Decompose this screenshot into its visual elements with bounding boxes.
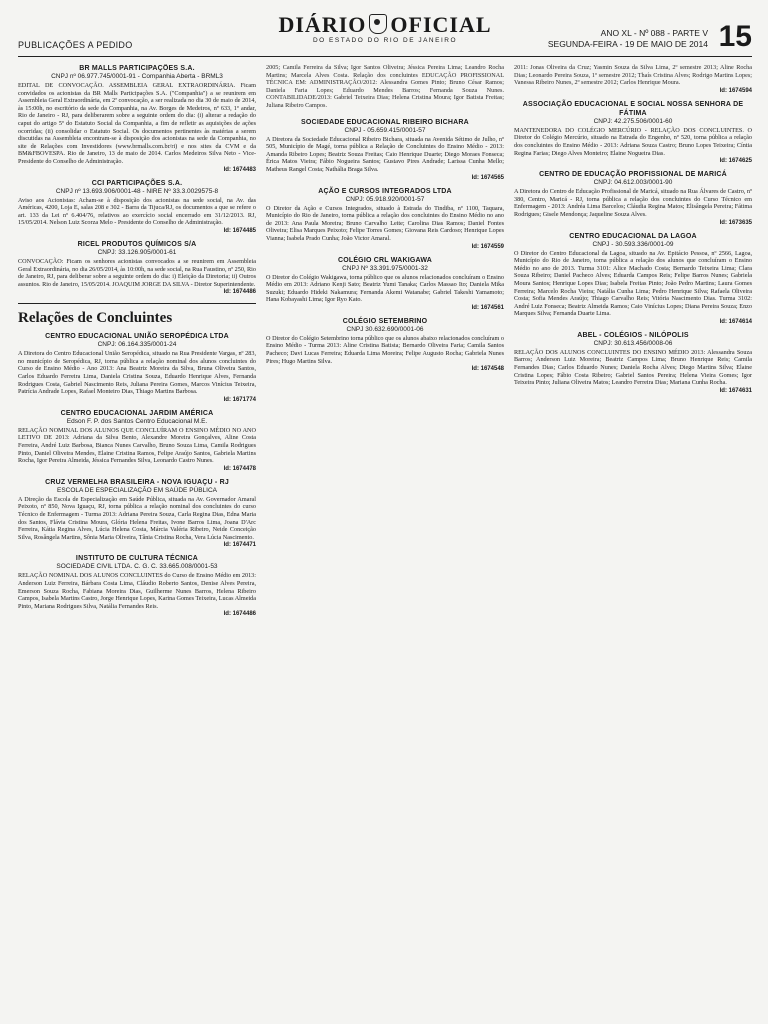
notice <box>266 256 504 311</box>
notice-id: Id: 1674486 <box>223 289 256 296</box>
notice-body: RELAÇÃO NOMINAL DOS ALUNOS CONCLUINTES do Curso de Ensino Médio em 2013: Anderson Luiz Ferreira, Bárbara Costa Lima, Cláudio Roberto Santos, Denise Alves Pereira, Emerson Souza Rocha, Fabiana Moreira Dias, Guilherme Nunes Barros, Helena Ribeiro Campos, Isabela Martins Castro, Jorge Henrique Lopes, Karina Gomes Teixeira, Lucas Almeida Pinto, Mariana Rodrigues Silva, Natália Fernandes Reis. <box>18 572 256 610</box>
notice-subheading: CNPJ: 05.918.920/0001-57 <box>345 195 425 203</box>
notice-id: Id: 1674548 <box>471 366 504 373</box>
notice-heading: CENTRO EDUCACIONAL UNIÃO SEROPÉDICA LTDA <box>45 333 229 341</box>
notice-heading: CENTRO EDUCACIONAL JARDIM AMÉRICA <box>60 409 214 417</box>
notice-subheading: SOCIEDADE CIVIL LTDA. C. G. C. 33.665.008/0001-53 <box>56 563 218 571</box>
newspaper-page <box>18 10 752 1014</box>
notice-body: A Diretora do Centro de Educação Profissional de Maricá, situado na Rua Álvares de Castro, nº 380, Centro, Maricá - RJ, torna pública a relação dos concluintes do Curso Técnico em Enfermagem - 2013: Andréa Lima Barcelos; Cláudia Regina Matos; Elisângela Pereira; Fátima Rodrigues; Gisele Mendonça; Jaqueline Souza Alves. <box>514 188 752 218</box>
notice-heading: SOCIEDADE EDUCACIONAL RIBEIRO BICHARA <box>301 118 469 126</box>
notice-body: A Direção da Escola de Especialização em Saúde Pública, situada na Av. Governador Amaral Peixoto, nº 850, Nova Iguaçu, RJ, torna pública a relação nominal dos concluintes do curso Técnico de Enfermagem - Turma 2013: Adriana Pereira Souza, Carla Regina Dias, Edna Maria dos Santos, Flávia Cristina Moura, Glória Helena Freitas, Ivone Barros Lima, Joana D'Arc Ferreira, Kátia Regina Alves, Lúcia Helena Costa, Márcia Valéria Ribeiro, Neide Conceição Silva, Rosângela Martins, Sônia Maria Oliveira, Tânia Cristina Rocha, Vera Lúcia Nascimento. <box>18 495 256 541</box>
masthead <box>18 10 752 57</box>
notice-id: Id: 1674594 <box>719 87 752 94</box>
notice-subheading: CNPJ - 05.659.415/0001-57 <box>344 126 426 134</box>
notice-subheading: ESCOLA DE ESPECIALIZAÇÃO EM SAÚDE PÚBLICA <box>56 486 218 494</box>
notice-body: A Diretora do Centro Educacional União Seropédica, situado na Rua Presidente Vargas, nº 283, no município de Seropédica, RJ, torna pública a relação nominal dos alunos concluintes do Curso de Ensino Médio - Ano 2013: Ana Beatriz Moreira da Silva, Bruna Oliveira Santos, Carlos Eduardo Ferreira Lima, Daniela Cristina Souza, Eduardo Henrique Alves, Fernanda Rodrigues Costa, Gabriel Nascimento Reis, Juliana Pereira Gomes, Marcos Vinícius Teixeira, Patrícia Andrade Lopes, Rafael Monteiro Dias, Thiago Martins Barbosa. <box>18 350 256 396</box>
notice <box>18 478 256 549</box>
notice-subheading: CNPJ 30.632.690/0001-06 <box>346 325 424 333</box>
notice-heading: COLÉGIO CRL WAKIGAWA <box>337 256 433 264</box>
notice-subheading: Edson F. P. dos Santos Centro Educacional M.E. <box>66 417 208 425</box>
notice <box>18 554 256 617</box>
title-right: OFICIAL <box>390 12 492 37</box>
notice-subheading: CNPJ: 04.612.003/0001-90 <box>593 179 673 187</box>
notice-heading: AÇÃO E CURSOS INTEGRADOS LTDA <box>318 187 452 195</box>
notice-subheading: CNPJ: 33.126.905/0001-61 <box>97 248 177 256</box>
notice-heading: BR MALLS PARTICIPAÇÕES S.A. <box>79 65 195 72</box>
continued-text: 2011: Jonas Oliveira da Cruz; Yasmin Souza da Silva Lima, 2º semestre 2013; Aline Rocha Dias; Leonardo Pereira Souza, 1º semestre 2012; Thaís Cristina Alves; Rodrigo Martins Lopes; Vanessa Ribeiro Nunes, 2º semestre 2012; Carlos Henrique Moura. <box>514 64 752 87</box>
notice-body: O Diretor do Colégio Wakigawa, torna público que os alunos relacionados concluíram o Ensino Médio em 2013: Adriano Kenji Sato; Beatriz Yumi Tanaka; Carlos Massao Ito; Daniela Mika Suzuki; Eduardo Hideki Nakamura; Fernanda Akemi Watanabe; Gabriel Takeshi Yamamoto; Hana Kobayashi Lima; Igor Ryo Kato. <box>266 273 504 304</box>
notice-heading: CRUZ VERMELHA BRASILEIRA - NOVA IGUAÇU - RJ <box>45 478 229 486</box>
notice-id: Id: 1674565 <box>471 174 504 181</box>
notice-body: EDITAL DE CONVOCAÇÃO. ASSEMBLEIA GERAL EXTRAORDINÁRIA. Ficam convidados os acionistas da BR Malls Participações S.A. ("Companhia") a se reunirem em Assembleia Geral Extraordinária, em 2ª convocação, a ser realizada no dia 30 de maio de 2014, às 15:00h, no escritório da sede da Companhia, na Av. Borges de Medeiros, nº 633, 1º andar, Rio de Janeiro - RJ, para deliberarem sobre a seguinte ordem do dia: (i) alterar a redação do caput do artigo 5º do Estatuto Social da Companhia, a fim de refletir as aquisições de ações ocorridas; (ii) consolidar o Estatuto Social. Os documentos pertinentes às matérias a serem discutidas na Assembleia encontram-se à disposição dos acionistas na sede da Companhia, no site de Relações com Investidores (www.brmalls.com.br/ri) e nos sites da CVM e da BM&FBOVESPA. Rio de Janeiro, 13 de maio de 2014. Carlos Medeiros Silva Neto - Vice-Presidente do Conselho de Administração. <box>18 82 256 165</box>
notice-subheading: CNPJ Nº 33.391.975/0001-32 <box>342 264 428 272</box>
notice-subheading: CNPJ: 30.613.456/0008-06 <box>593 339 673 347</box>
notice-subheading: CNPJ: 42.275.506/0001-60 <box>593 117 673 125</box>
notice <box>514 232 752 325</box>
notice-heading: RICEL PRODUTOS QUÍMICOS S/A <box>77 240 197 248</box>
notice-body: CONVOCAÇÃO: Ficam os senhores acionistas convocados a se reunirem em Assembleia Geral Extraordinária, no dia 26/05/2014, às 10:00h, na sede social, na Rua Faustino, nº 250, Rio de Janeiro, RJ, para deliberar sobre a seguinte ordem do dia: i) Eleição da Diretoria; ii) Outros assuntos. Rio de Janeiro, 15/05/2014. JOAQUIM JORGE DA SILVA - Diretor Superintendente. <box>18 257 256 288</box>
notice-heading: CENTRO DE EDUCAÇÃO PROFISSIONAL DE MARICÁ <box>539 171 727 179</box>
notice <box>18 240 256 295</box>
notice-heading: CCI PARTICIPAÇÕES S.A. <box>91 179 183 187</box>
notice-body: MANTENEDORA DO COLÉGIO MERCÚRIO - RELAÇÃO DOS CONCLUINTES. O Diretor do Colégio Mercúrio, situado na Estrada do Engenho, nº 520, torna pública a relação dos concluintes do Ensino Médio - 2013: Adriana Souza Castro; Bruno Lopes Teixeira; Cíntia Regina Farias; Diego Alves Monteiro; Elaine Nogueira Dias. <box>514 126 752 157</box>
notice-id: Id: 1674483 <box>223 166 256 173</box>
notice <box>514 100 752 164</box>
notice <box>266 118 504 181</box>
notice-subheading: CNPJ: 06.164.335/0001-24 <box>97 341 177 349</box>
notice-body: Aviso aos Acionistas: Acham-se à disposição dos acionistas na sede social, na Av. das Américas, 4200, Loja E, salas 208 e 302 - Barra da Tijuca/RJ, os documentos a que se refere o art. 133 da Lei nº 6.404/76, relativos ao exercício social encerrado em 31/12/2013. RJ, 15/05/2014. Nelson Luiz Scorza Melo - Presidente do Conselho de Administração. <box>18 196 256 227</box>
section-label: PUBLICAÇÕES A PEDIDO <box>18 40 133 50</box>
notice <box>266 317 504 372</box>
page-number: 15 <box>718 20 752 53</box>
notice-heading: INSTITUTO DE CULTURA TÉCNICA <box>75 555 199 563</box>
notice <box>18 409 256 472</box>
column-1 <box>18 64 256 1012</box>
notice-id: Id: 1674478 <box>223 465 256 472</box>
notice-body: O Diretor da Ação e Cursos Integrados, situado à Estrada do Tindiba, nº 1100, Taquara, Município do Rio de Janeiro, torna pública a relação dos concluintes do Ensino Médio no ano de 2013: Ana Paula Moreira; Bruno Carvalho Leite; Carolina Dias Ramos; Daniel Fontes Oliveira; Elisa Marques Peixoto; Felipe Torres Gomes; Giovana Reis Cardoso; Henrique Lopes Vianna; Isabela Prado Cunha; João Victor Amaral. <box>266 204 504 242</box>
notice-subheading: CNPJ - 30.593.336/0001-09 <box>592 240 674 248</box>
notice-heading: COLÉGIO SETEMBRINO <box>342 317 428 325</box>
notice-body: O Diretor do Colégio Setembrino torna público que os alunos abaixo relacionados concluíram o Ensino Médio - Turma 2013: Aline Cristina Batista; Bernardo Oliveira Faria; Camila Santos Pacheco; Davi Lucas Ferreira; Eduarda Lima Moreira; Felipe Augusto Rocha; Gabriela Nunes Pires; Hugo Martins Silva. <box>266 334 504 365</box>
notice-heading: ABEL - COLÉGIOS - NILÓPOLIS <box>577 331 689 339</box>
columns <box>18 64 752 1014</box>
edition-date: SEGUNDA-FEIRA - 19 DE MAIO DE 2014 <box>547 39 708 49</box>
notice-id: Id: 1674485 <box>223 227 256 234</box>
notice <box>18 64 256 173</box>
column-3 <box>514 64 752 1012</box>
notice-body: RELAÇÃO NOMINAL DOS ALUNOS QUE CONCLUÍRAM O ENSINO MÉDIO NO ANO LETIVO DE 2013: Adriana da Silva Bento, Alexandre Moreira Gonçalves, Aline Costa Ferreira, André Luiz Barbosa, Bianca Nunes Carvalho, Bruno Souza Lima, Camila Rodrigues Pinto, Daniel Oliveira Mendes, Elaine Cristina Ramos, Felipe Araújo Santos, Gabriela Martins Rocha, Igor Pereira Almeida, Jéssica Fernandes Silva, Leonardo Castro Nunes. <box>18 426 256 465</box>
notice-id: Id: 1674561 <box>471 304 504 311</box>
notice-id: Id: 1674631 <box>719 387 752 394</box>
edition-info <box>548 28 708 50</box>
notice-subheading: CNPJ nº 13.693.906/0001-48 - NIRE Nº 33.3.0029575-8 <box>55 187 219 195</box>
notice-heading: ASSOCIAÇÃO EDUCACIONAL E SOCIAL NOSSA SENHORA DE FÁTIMA <box>522 100 744 117</box>
notice <box>514 331 752 394</box>
notice <box>18 179 256 234</box>
notice <box>266 187 504 250</box>
notice-heading: CENTRO EDUCACIONAL DA LAGOA <box>569 232 697 240</box>
notice-id: Id: 1671774 <box>223 396 256 403</box>
continued-text: 2005; Camila Ferreira da Silva; Igor Santos Oliveira; Jéssica Pereira Lima; Leandro Rocha Martins; Marcela Alves Costa. Relação dos concluintes EDUCAÇÃO PROFISSIONAL TÉCNICA EM: ADMINISTRAÇÃO/2012: Alessandra Gomes Pinto; Bruno César Ramos; Daniela Faria Lopes; Eduardo Mendes Barros; Fernanda Souza Nunes. CONTABILIDADE/2013: Gabriel Teixeira Dias; Helena Cristina Moura; Igor Batista Freitas; Juliana Ribeiro Campos. <box>266 64 504 109</box>
notice <box>18 332 256 403</box>
notice-id: Id: 1674559 <box>471 243 504 250</box>
notice-body: O Diretor do Centro Educacional da Lagoa, situado na Av. Epitácio Pessoa, nº 2566, Lagoa, Município do Rio de Janeiro, torna pública a relação dos alunos que concluíram o Ensino Médio no ano de 2013. Turma 3101: Alice Machado Costa; Bernardo Teixeira Lima; Clara Souza Ribeiro; Daniel Pacheco Alves; Eduarda Campos Reis; Felipe Barros Nunes; Gabriela Moura Santos; Henrique Lopes Dias; Isabela Freitas Pinto; João Pedro Martins; Laura Gomes Ferreira; Marcelo Rocha Vieira; Natália Cunha Lima; Pedro Henrique Silva; Rafaela Oliveira Costa; Sofia Mendes Araújo; Thiago Carvalho Reis; Vitória Nascimento Dias. Turma 3102: André Luiz Fonseca; Beatriz Almeida Ramos; Caio Vinícius Lopes; Diana Pereira Souza; Enzo Marques Silva; Fernanda Duarte Lima. <box>514 249 752 318</box>
newspaper-subtitle: DO ESTADO DO RIO DE JANEIRO <box>312 37 458 44</box>
notice-id: Id: 1674486 <box>223 611 256 618</box>
notice-body: RELAÇÃO DOS ALUNOS CONCLUINTES DO ENSINO MÉDIO 2013: Alessandra Souza Barros; Anderson Luiz Moreira; Beatriz Campos Lima; Bruno Henrique Reis; Camila Fernandes Dias; Carlos Eduardo Nunes; Daniela Rocha Alves; Diego Martins Silva; Elaine Cristina Lopes; Fábio Costa Ribeiro; Gabriel Santos Pereira; Helena Vieira Gomes; Igor Teixeira Pinto; Juliana Oliveira Matos; Leandro Ferreira Dias; Mariana Cunha Rocha. <box>514 348 752 387</box>
notice-body: A Diretora da Sociedade Educacional Ribeiro Bichara, situada na Avenida Sétimo de Julho, nº 505, Município de Magé, torna pública a Relação de Concluintes do Ensino Médio - 2013: Amanda Ribeiro Lopes; Beatriz Souza Freitas; Caio Henrique Duarte; Diego Moraes Fonseca; Érica Matos Vieira; Fábio Nogueira Santos; Gustavo Pires Andrade; Larissa Cunha Mello; Matheus Rangel Costa; Nathália Braga Silva. <box>266 135 504 173</box>
title-left: DIÁRIO <box>278 12 367 37</box>
notice-id: Id: 1674471 <box>223 542 256 549</box>
notice-id: Id: 1673635 <box>719 219 752 226</box>
notice-subheading: CNPJ nº 06.977.745/0001-91 - Companhia Aberta - BRML3 <box>51 73 223 80</box>
state-crest-icon <box>369 14 387 34</box>
edition-number: ANO XL - Nº 088 - PARTE V <box>600 28 708 38</box>
notice-id: Id: 1674625 <box>719 158 752 165</box>
notice-id: Id: 1674614 <box>719 318 752 325</box>
column-2 <box>266 64 504 1012</box>
section-title: Relações de Concluintes <box>18 303 256 328</box>
notice <box>514 170 752 225</box>
